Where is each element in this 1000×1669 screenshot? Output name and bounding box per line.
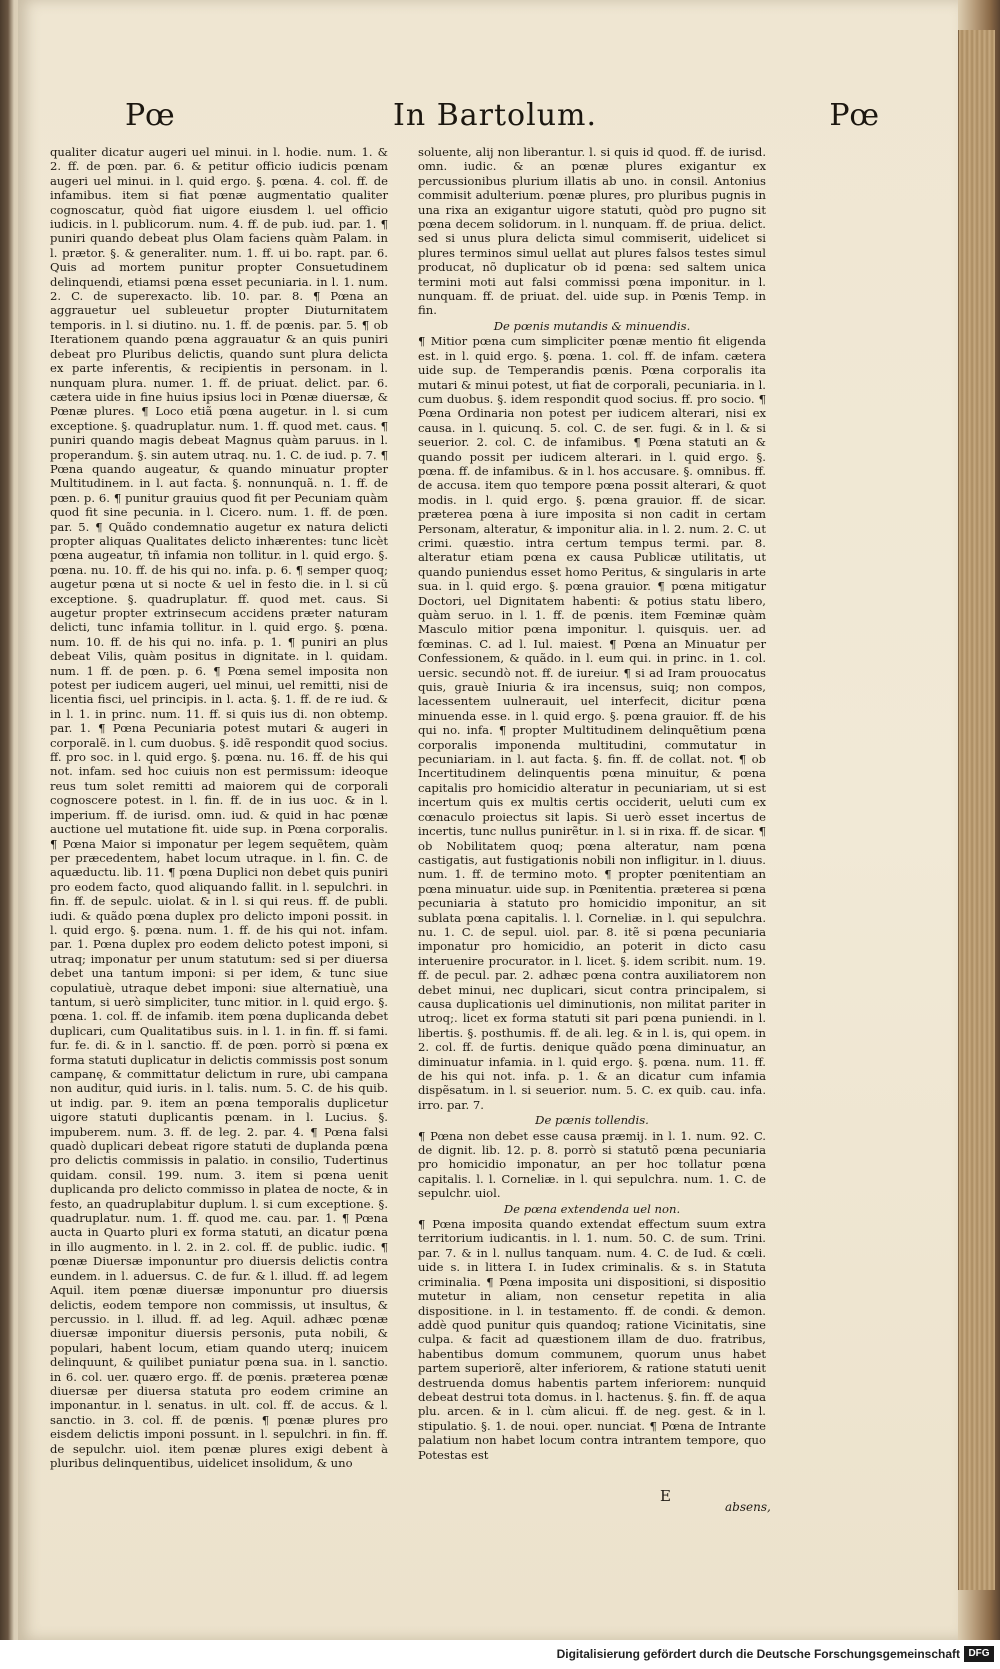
section-heading-mutandis: De pœnis mutandis & minuendis. (493, 318, 691, 333)
right-paragraph: ¶ Pœna imposita quando extendat effectum suum extra territorium iudicantis. in l. 1. num. 50. C. de sum. Trini. par. 7. & in l. nullus tanquam. num. 4. C. de Iud. & cœli. uide s. in littera I. in Iudex criminalis. & s. in Statuta criminalia. ¶ Pœna imposita uni dispositioni, si dispositio mutetur in aliam, non censetur repetita in alia dispositione. in l. in testamento. ff. de condi. & demon. addè quod punitur quis quandoq; ratione Vicinitatis, sine culpa. & facit ad quæstionem illam de duo. fratribus, habentibus domum communem, quorum unus habet partem superiorẽ, alter inferiorem, & ratione statuti uenit destruenda domus habentis partem inferiorem: nunquid debeat destrui tota domus. in l. hactenus. §. fin. ff. de aqua plu. arcen. & in l. cùm alicui. ff. de neg. gest. & in l. stipulatio. §. 1. de noui. oper. nunciat. ¶ Pœna de Intrante palatium non habet locum contra intrantem tempore, quo Potestas est (418, 1217, 766, 1462)
running-header (110, 98, 880, 150)
footer-credit: Digitalisierung gefördert durch die Deutsche Forschungsgemeinschaft (556, 1647, 960, 1661)
dfg-logo: DFG (964, 1646, 994, 1662)
header-left: Pœ (125, 98, 176, 133)
header-title: In Bartolum. (393, 98, 597, 133)
footer-bar (0, 1640, 1000, 1669)
right-paragraph: ¶ Mitior pœna cum simpliciter pœnæ mentio fit eligenda est. in l. quid ergo. §. pœna. 1. col. ff. de infam. cætera uide sup. de Temperandis pœnis. Pœna corporalis ita mutari & minui potest, ut fiat de corporali, pecuniaria. in l. cum duobus. §. idem respondit quod socius. ff. pro socio. ¶ Pœna Ordinaria non potest per iudicem alterari, nisi ex causa. in l. quicunq. 5. col. C. de ser. fugi. & in l. & si seuerior. 2. col. C. de infamibus. ¶ Pœna statuti an & quando possit per iudicem alterari. in l. quid ergo. §. pœna. ff. de infamibus. & in l. hos accusare. §. omnibus. ff. de accusa. item quo tempore pœna possit alterari, & quot modis. in l. quid ergo. §. pœna grauior. ff. de sicar. præterea pœna à iure imposita si non cadit in certam Personam, alteratur, & imponitur alia. in l. 2. num. 2. C. ut crimi. quæstio. intra certum tempus termi. par. 8. alteratur etiam pœna ex causa Publicæ utilitatis, ut quando puniendus esset homo Peritus, & singularis in arte sua. in l. quid ergo. §. pœna grauior. ¶ pœna mitigatur Doctori, uel Dignitatem habenti: & potius statu libero, quàm seruo. in l. 1. ff. de pœnis. item Fœminæ quàm Masculo mitior pœna imponitur. l. quisquis. uer. ad fœminas. C. ad l. Iul. maiest. ¶ Pœna an Minuatur per Confessionem, & quãdo. in l. eum qui. in princ. in 1. col. uersic. secundò not. ff. de iureiur. ¶ si ad Iram prouocatus quis, grauè Iniuria & ira incensus, suiq; non compos, lacessentem uulnerauit, uel interfecit, dicitur pœna minuenda esse. in l. quid ergo. §. pœna grauior. ff. de his qui no. infa. ¶ propter Multitudinem delinquẽtium pœna corporalis imponenda multitudini, commutatur in pecuniariam. in l. aut facta. §. fin. ff. de collat. not. ¶ ob Incertitudinem delinquentis pœna minuitur, & pœna capitalis pro homicidio alteratur in pecuniariam, ut si est incertum quis ex multis certis occiderit, ueluti cum ex cœnaculo proiectus sit lapis. Si uerò esset incertus de incertis, tunc nullus punirẽtur. in l. si in rixa. ff. de sicar. ¶ ob Nobilitatem quoq; pœna alteratur, nam pœna castigatis, aut fustigationis nobili non infligitur. in l. diuus. num. 1. ff. de termino moto. ¶ propter pœnitentiam an pœna minuatur. uide sup. in Pœnitentia. præterea si pœna pecuniaria à statuto pro homicidio imponitur, an sit sublata pœna capitalis. l. l. Corneliæ. in l. qui sepulchra. nu. 1. C. de sepul. uiol. par. 8. itẽ si pœna pecuniaria imponatur pro homicidio, an poterit in dicto casu interuenire procurator. in l. licet. §. idem scribit. num. 19. ff. de pecul. par. 2. adhæc pœna contra auxiliatorem non debet minui, nec duplicari, sicut contra principalem, si causa duplicationis uel diminutionis, non militat pariter in utroq;. licet ex forma statuti sit pari pœna puniendi. in l. libertis. §. posthumis. ff. de ali. leg. & in l. is, qui opem. in 2. col. ff. de furtis. denique quãdo pœna diminuatur, an diminuatur infamia. in l. quid ergo. §. pœna. num. 11. ff. de his qui not. infa. p. 1. & an dicatur cum infamia dispẽsatum. in l. si seuerior. num. 5. C. ex quib. cau. infa. irro. par. 7. (418, 334, 766, 1112)
header-right: Pœ (829, 98, 880, 133)
page-edges (958, 30, 995, 1590)
left-column-text: qualiter dicatur augeri uel minui. in l. hodie. num. 1. & 2. ff. de pœn. par. 6. & petitur officio iudicis pœnam augeri uel minui. in l. quid ergo. §. pœna. 4. col. ff. de infamibus. item si fiat pœnæ augmentatio qualiter cognoscatur, quòd fiat uigore eiusdem l. uel officio iudicis. in l. publicorum. num. 4. ff. de pub. iud. par. 1. ¶ puniri quando debeat plus Olam faciens quàm Palam. in l. prætor. §. & generaliter. num. 1. ff. ui bo. rapt. par. 6. Quis ad mortem punitur propter Consuetudinem delinquendi, etiamsi pœna esset pecuniaria. in l. 1. num. 2. C. de superexacto. lib. 10. par. 8. ¶ Pœna an aggrauetur uel subleuetur propter Diuturnitatem temporis. in l. si diutino. nu. 1. ff. de pœnis. par. 5. ¶ ob Iterationem quando pœna aggrauatur & an quis puniri debeat pro Pluribus delictis, quando sunt plura delicta ex parte inferentis, & recipientis in personam. in l. nunquam plura. numer. 1. ff. de priuat. delict. par. 6. cætera uide in fine huius ipsius loci in Pœnæ diuersæ, & Pœnæ plures. ¶ Loco etiã pœna augetur. in l. si cum exceptione. §. quadruplatur. num. 1. ff. quod met. caus. ¶ puniri quando magis debeat Magnus quàm paruus. in l. properandum. §. sin autem utraq. nu. 1. C. de iud. p. 7. ¶ Pœna quando augeatur, & quando minuatur propter Multitudinem. in l. aut facta. §. nonnunquã. n. 1. ff. de pœn. p. 6. ¶ punitur grauius quod fit per Pecuniam quàm quod fit sine pecunia. in l. Cicero. num. 1. ff. de pœn. par. 5. ¶ Quãdo condemnatio augetur ex natura delicti propter aliquas Qualitates delicto inhærentes: tunc licèt pœna augeatur, tñ infamia non tollitur. in l. quid ergo. §. pœna. nu. 10. ff. de his qui no. infa. p. 6. ¶ semper quoq; augetur pœna ut si nocte & uel in festo die. in l. si cũ exceptione. §. quadruplatur. ff. quod met. caus. Si augetur propter extrinsecum accidens præter naturam delicti, tunc infamia tollitur. in l. quid ergo. §. pœna. num. 10. ff. de his qui no. infa. p. 1. ¶ puniri an plus debeat Vilis, quàm positus in dignitate. in l. quidam. num. 1 ff. de pœn. p. 6. ¶ Pœna semel imposita non potest per iudicem augeri, uel minui, uel remitti, nisi de licentia fisci, uel principis. in l. acta. §. 1. ff. de re iud. & in l. 1. in princ. num. 11. ff. si quis ius di. non obtemp. par. 1. ¶ Pœna Pecuniaria potest mutari & augeri in corporalẽ. in l. cum duobus. §. idẽ respondit quod socius. ff. pro soc. in l. quid ergo. §. pœna. nu. 16. ff. de his qui not. infam. sed hoc cuiuis non est permissum: ideoque reus tum solet remitti ad maiorem qui de corporali cognoscere potest. in l. fin. ff. de in ius uoc. & in l. imperium. ff. de iurisd. omn. iud. & quid in hac pœnæ auctione uel mutatione fit. uide sup. in Pœna corporalis. ¶ Pœna Maior si imponatur per legem sequẽtem, quàm per præcedentem, habet locum utraque. in l. fin. C. de aquæductu. lib. 11. ¶ pœna Duplici non debet quis puniri pro eodem facto, quod aliquando fallit. in l. sepulchri. in fin. ff. de sepulc. uiolat. & in l. si qui reus. ff. de publi. iudi. & quãdo pœna duplex pro delicto imponi possit. in l. quid ergo. §. pœna. num. 1. ff. de his qui not. infam. par. 1. Pœna duplex pro eodem delicto potest imponi, si utraq; imponatur per unum statutum: sed si per diuersa debet una tantum imponi: si per idem, & tunc siue copulatiuè, utraque debet imponi: siue alternatiuè, una tantum, si uerò simpliciter, tunc mitior. in l. quid ergo. §. pœna. 1. col. ff. de infamib. item pœna duplicanda debet duplicari, cum Qualitatibus suis. in l. 1. in fin. ff. si fami. fur. fe. di. & in l. sanctio. ff. de pœn. porrò si pœna ex forma statuti duplicatur in delictis commissis post sonum campanę, & committatur delictum in rure, ubi campana non auditur, quid iuris. in l. talis. num. 5. C. de his quib. ut indig. par. 9. item an pœna temporalis duplicetur uigore statuti duplicantis pœnam. in l. Lucius. §. impuberem. num. 3. ff. de leg. 2. par. 4. ¶ Pœna falsi quadò duplicari debeat rigore statuti de duplanda pœna pro delictis commissis in palatio. in consilio, Tudertinus quidam. consil. 199. num. 3. item si pœna uenit duplicanda pro delicto commisso in platea de nocte, & in festo, an quadruplabitur duplum. l. si cum exceptione. §. quadruplatur. num. 1. ff. quod me. cau. par. 1. ¶ Pœna aucta in Quarto pluri ex forma statuti, an dicatur pœna in illo augmento. in l. 2. in 2. col. ff. de public. iudic. ¶ pœnæ Diuersæ imponuntur pro diuersis delictis contra eundem. in l. aduersus. C. de fur. & l. illud. ff. ad legem Aquil. item pœnæ diuersæ imponuntur pro diuersis delictis, eodem tempore non commissis, ut insultus, & percussio. in l. illud. ff. ad leg. Aquil. adhæc pœnæ diuersæ imponitur diuersis personis, puta nobili, & populari, habent locum, etiam quando uterq; inuicem delinquunt, & quilibet puniatur pœna sua. in l. sanctio. in 6. col. uer. quæro ergo. ff. de pœnis. præterea pœnæ diuersæ per diuersa statuta pro eodem crimine an imponantur. in l. senatus. in ult. col. ff. de accus. & l. sanctio. in 3. col. ff. de pœnis. ¶ pœnæ plures pro eisdem delictis imponi possunt. in l. sepulchri. in fin. ff. de sepulchr. uiol. item pœnæ plures exigi debent à pluribus delinquentibus, uidelicet insolidum, & uno (50, 145, 388, 1470)
section-heading-extendenda: De pœna extendenda uel non. (503, 1201, 681, 1216)
right-paragraph: soluente, alij non liberantur. l. si quis id quod. ff. de iurisd. omn. iudic. & an pœnæ plures exigantur ex percussionibus plurium illatis ab uno. in consil. Antonius commisit adulterium. pœnæ plures, pro pluribus pugnis in una rixa an exigantur uigore statuti, quòd pro pugno sit pœna decem solidorum. in l. nunquam. ff. de priua. delict. sed si unus plura delicta simul commiserit, uidelicet si plures terminos simul uellat aut plures falsos testes simul producat, nõ duplicatur ob id pœna: sed saltem unica termini moti aut falsi commissi pœna imponitur. in l. nunquam. ff. de priuat. del. uide sup. in Pœnis Temp. in fin. (418, 145, 766, 318)
section-heading-tollendis: De pœnis tollendis. (535, 1113, 649, 1128)
left-column (50, 145, 388, 1470)
catchword: absens, (725, 1500, 771, 1514)
signature-mark: E (660, 1487, 671, 1505)
right-paragraph: ¶ Pœna non debet esse causa præmij. in l. 1. num. 92. C. de dignit. lib. 12. p. 8. porrò si statutõ pœna pecuniaria pro homicidio imponatur, an per hoc tollatur pœna capitalis. l. l. Corneliæ. in l. qui sepulchra. num. 1. C. de sepulchr. uiol. (418, 1128, 766, 1201)
right-column (418, 145, 766, 1462)
